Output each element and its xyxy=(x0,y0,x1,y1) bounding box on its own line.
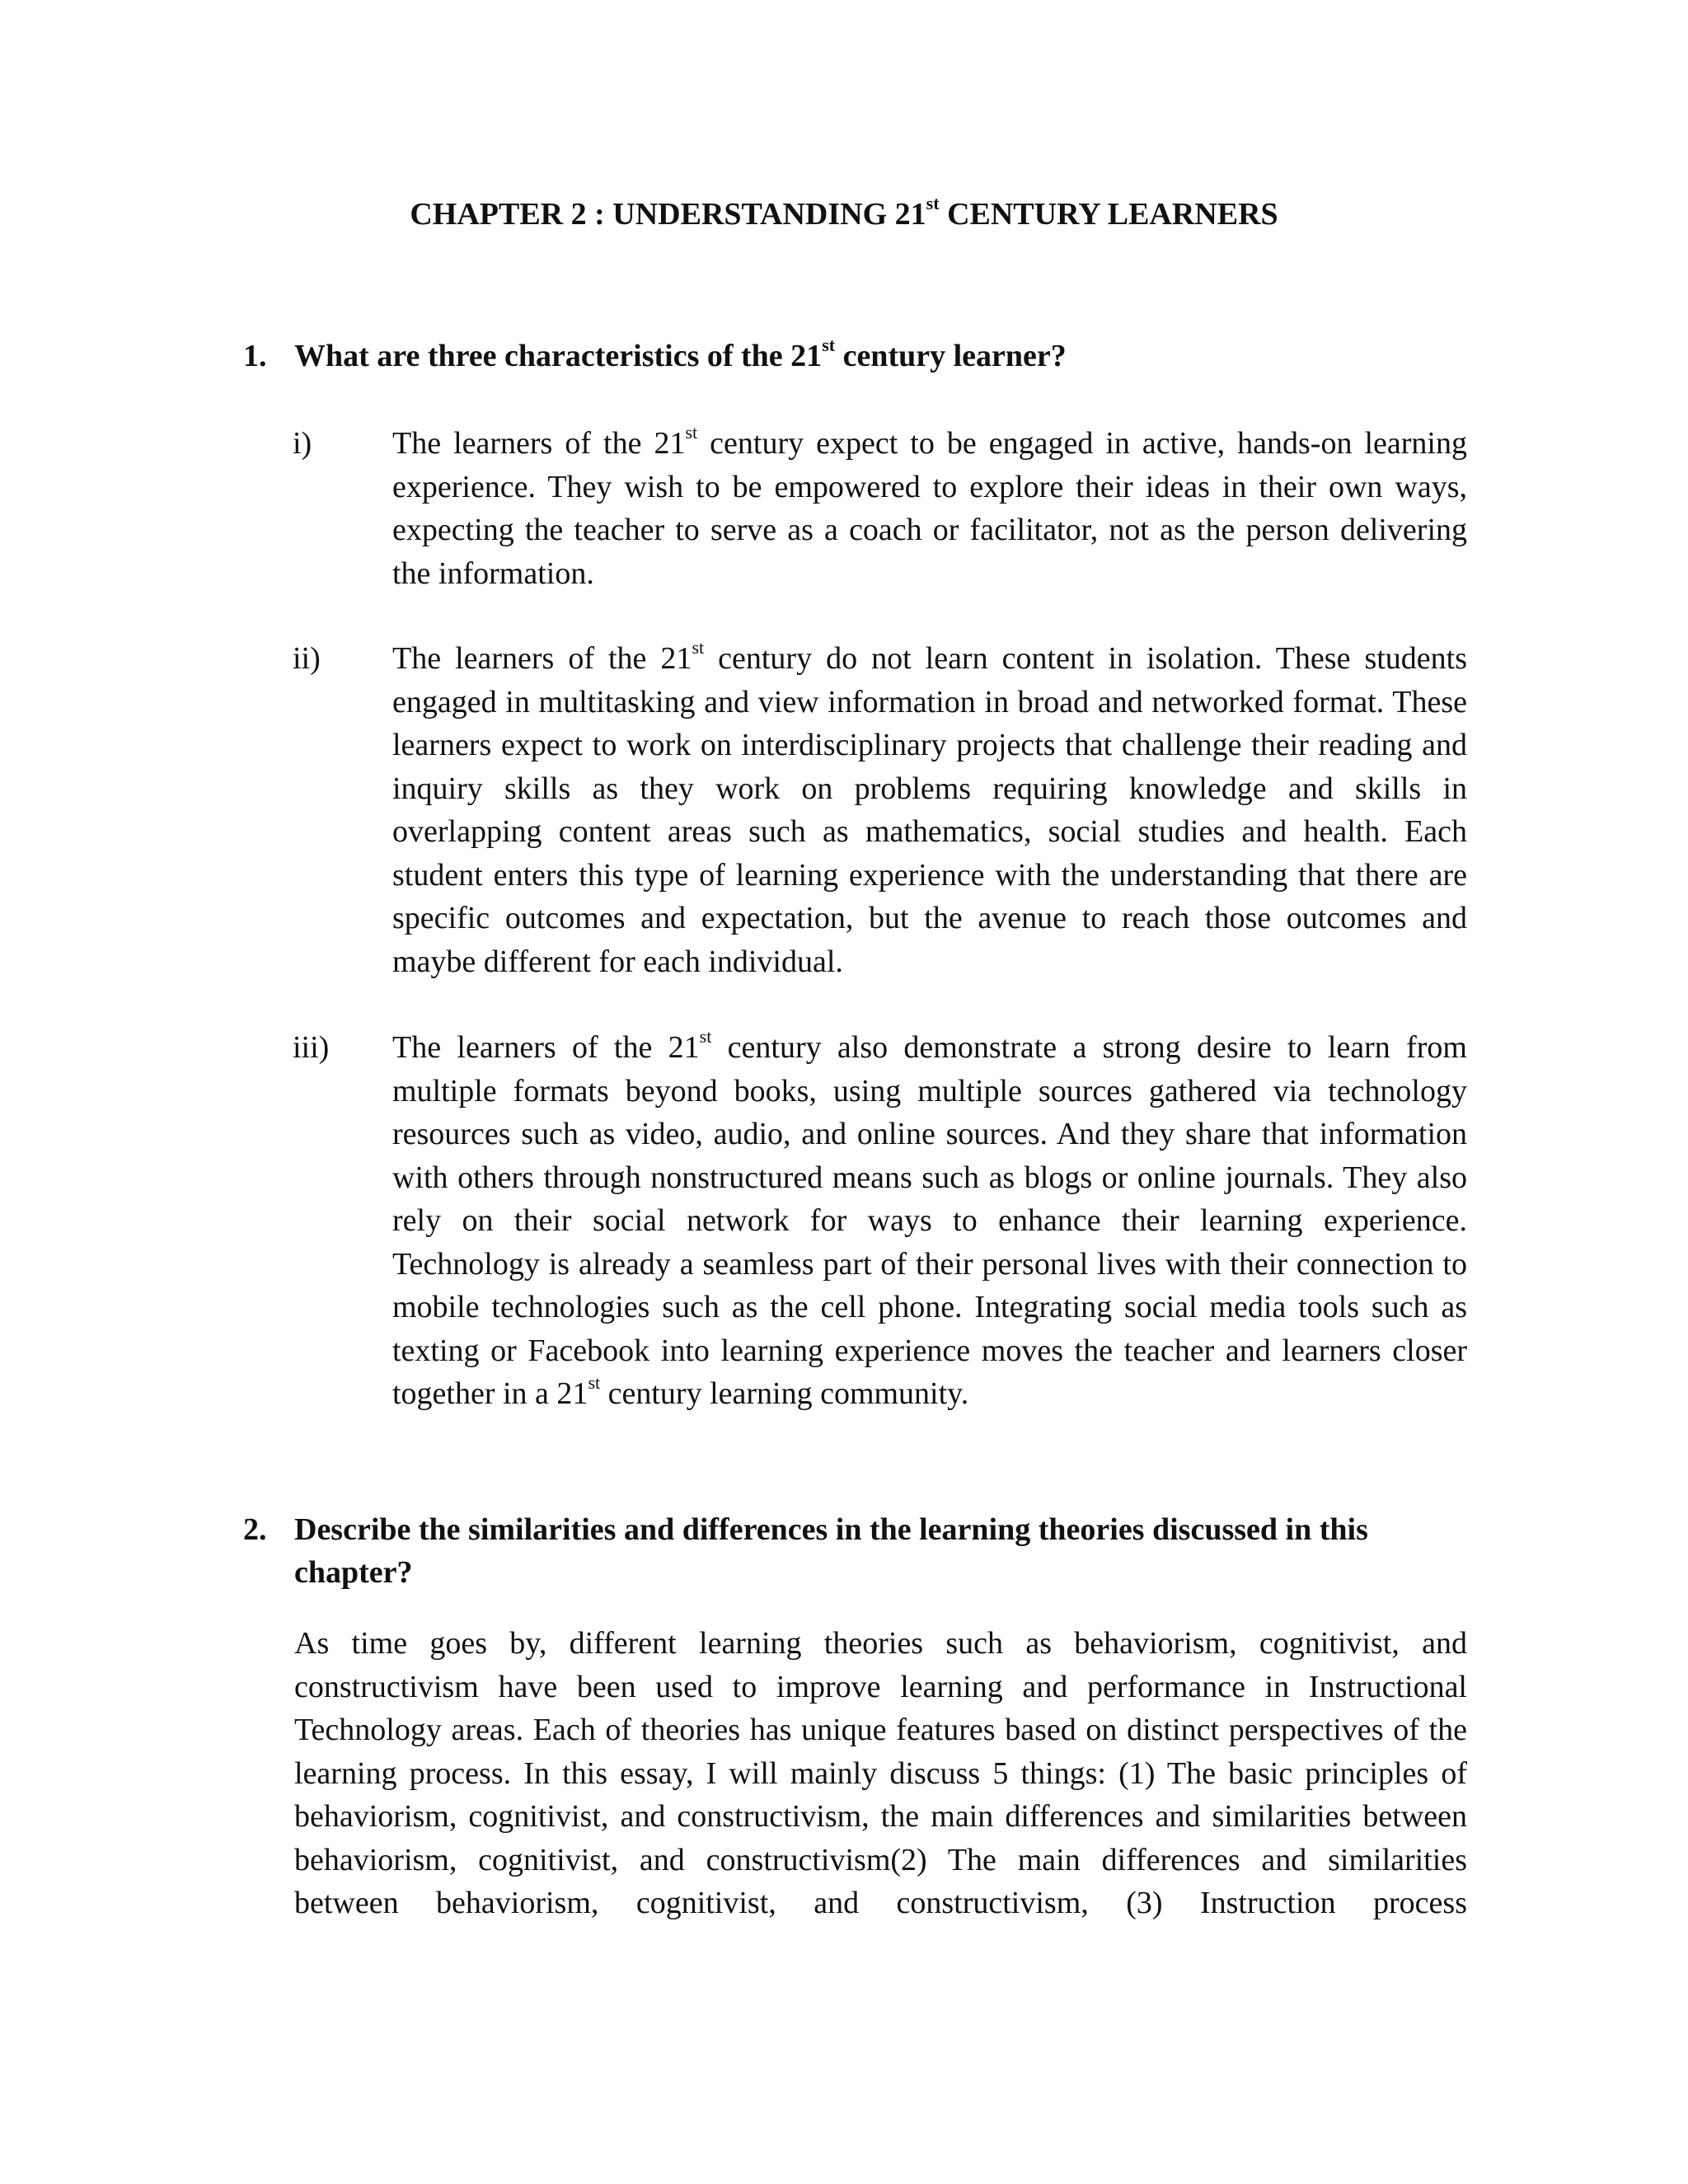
answer-item-iii-superscript-2: st xyxy=(588,1372,601,1394)
answer-item-iii-superscript: st xyxy=(699,1026,712,1047)
chapter-title-superscript: st xyxy=(926,193,940,214)
question-1-text-start: What are three characteristics of the 21 xyxy=(294,339,823,373)
answer-item-i xyxy=(293,422,1467,595)
question-2-text: Describe the similarities and differences in the learning theories discussed in this chapter? xyxy=(294,1512,1368,1590)
answer-item-i-superscript: st xyxy=(685,422,698,443)
answer-item-ii-marker: ii) xyxy=(293,641,321,676)
question-1 xyxy=(243,335,1471,377)
chapter-title-text-end: CENTURY LEARNERS xyxy=(939,197,1278,232)
answer-item-iii-text-start: The learners of the 21 xyxy=(392,1030,700,1065)
question-1-number: 1. xyxy=(243,339,267,373)
answer-item-ii-text-end: century do not learn content in isolation. These students engaged in multitasking and view information in broad and networked format. These learners expect to work on interdisciplinary projects that challenge their reading and inquiry skills as they work on problems requiring knowledge and skills in overlapping content areas such as mathematics, social studies and health. Each student enters this type of learning experience with the understanding that there are specific outcomes and expectation, but the avenue to reach those outcomes and maybe different for each individual. xyxy=(392,641,1467,979)
question-1-superscript: st xyxy=(822,335,836,356)
answer-item-ii-superscript: st xyxy=(692,637,705,658)
answer-item-i-body xyxy=(392,422,1467,595)
answer-item-i-text-start: The learners of the 21 xyxy=(392,426,686,461)
answer-item-ii xyxy=(293,637,1467,983)
answer-item-iii xyxy=(293,1026,1467,1416)
answer-item-ii-body xyxy=(392,637,1467,983)
answer-item-iii-text-middle: century also demonstrate a strong desire to learn from multiple formats beyond books, using multiple sources gathered via technology resources such as video, audio, and online sources. And they share that information with others through nonstructured means such as blogs or online journals. They also rely on their social network for ways to enhance their learning experience. Technology is already a seamless part of their personal lives with their connection to mobile technologies such as the cell phone. Integrating social media tools such as texting or Facebook into learning experience moves the teacher and learners closer together in a 21 xyxy=(392,1030,1467,1411)
answer-item-iii-body xyxy=(392,1026,1467,1416)
chapter-title-text: CHAPTER 2 : UNDERSTANDING 21 xyxy=(410,197,926,232)
question-1-text-end: century learner? xyxy=(835,339,1067,373)
question-2-number: 2. xyxy=(243,1512,267,1547)
question-2-answer-paragraph: As time goes by, different learning theories such as behaviorism, cognitivist, and constructivism have been used to improve learning and performance in Instructional Technology areas. Each of theories has unique features based on distinct perspectives of the learning process. In this essay, I will mainly discuss 5 things: (1) The basic principles of behaviorism, cognitivist, and constructivism, the main differences and similarities between behaviorism, cognitivist, and constructivism(2) The main differences and similarities between behaviorism, cognitivist, and constructivism, (3) Instruction process xyxy=(294,1626,1467,1920)
answer-item-ii-text-start: The learners of the 21 xyxy=(392,641,692,676)
question-1-text xyxy=(294,335,1471,377)
chapter-title xyxy=(0,194,1688,234)
answer-item-i-marker: i) xyxy=(293,426,312,461)
answer-item-iii-text-end: century learning community. xyxy=(600,1376,969,1411)
answer-item-i-text-end: century expect to be engaged in active, hands-on learning experience. They wish to be empowered to explore their ideas in their own ways, expecting the teacher to serve as a coach or facilitator, not as the person delivering the information. xyxy=(392,426,1467,591)
answer-item-iii-marker: iii) xyxy=(293,1030,330,1065)
question-2 xyxy=(243,1508,1471,1594)
